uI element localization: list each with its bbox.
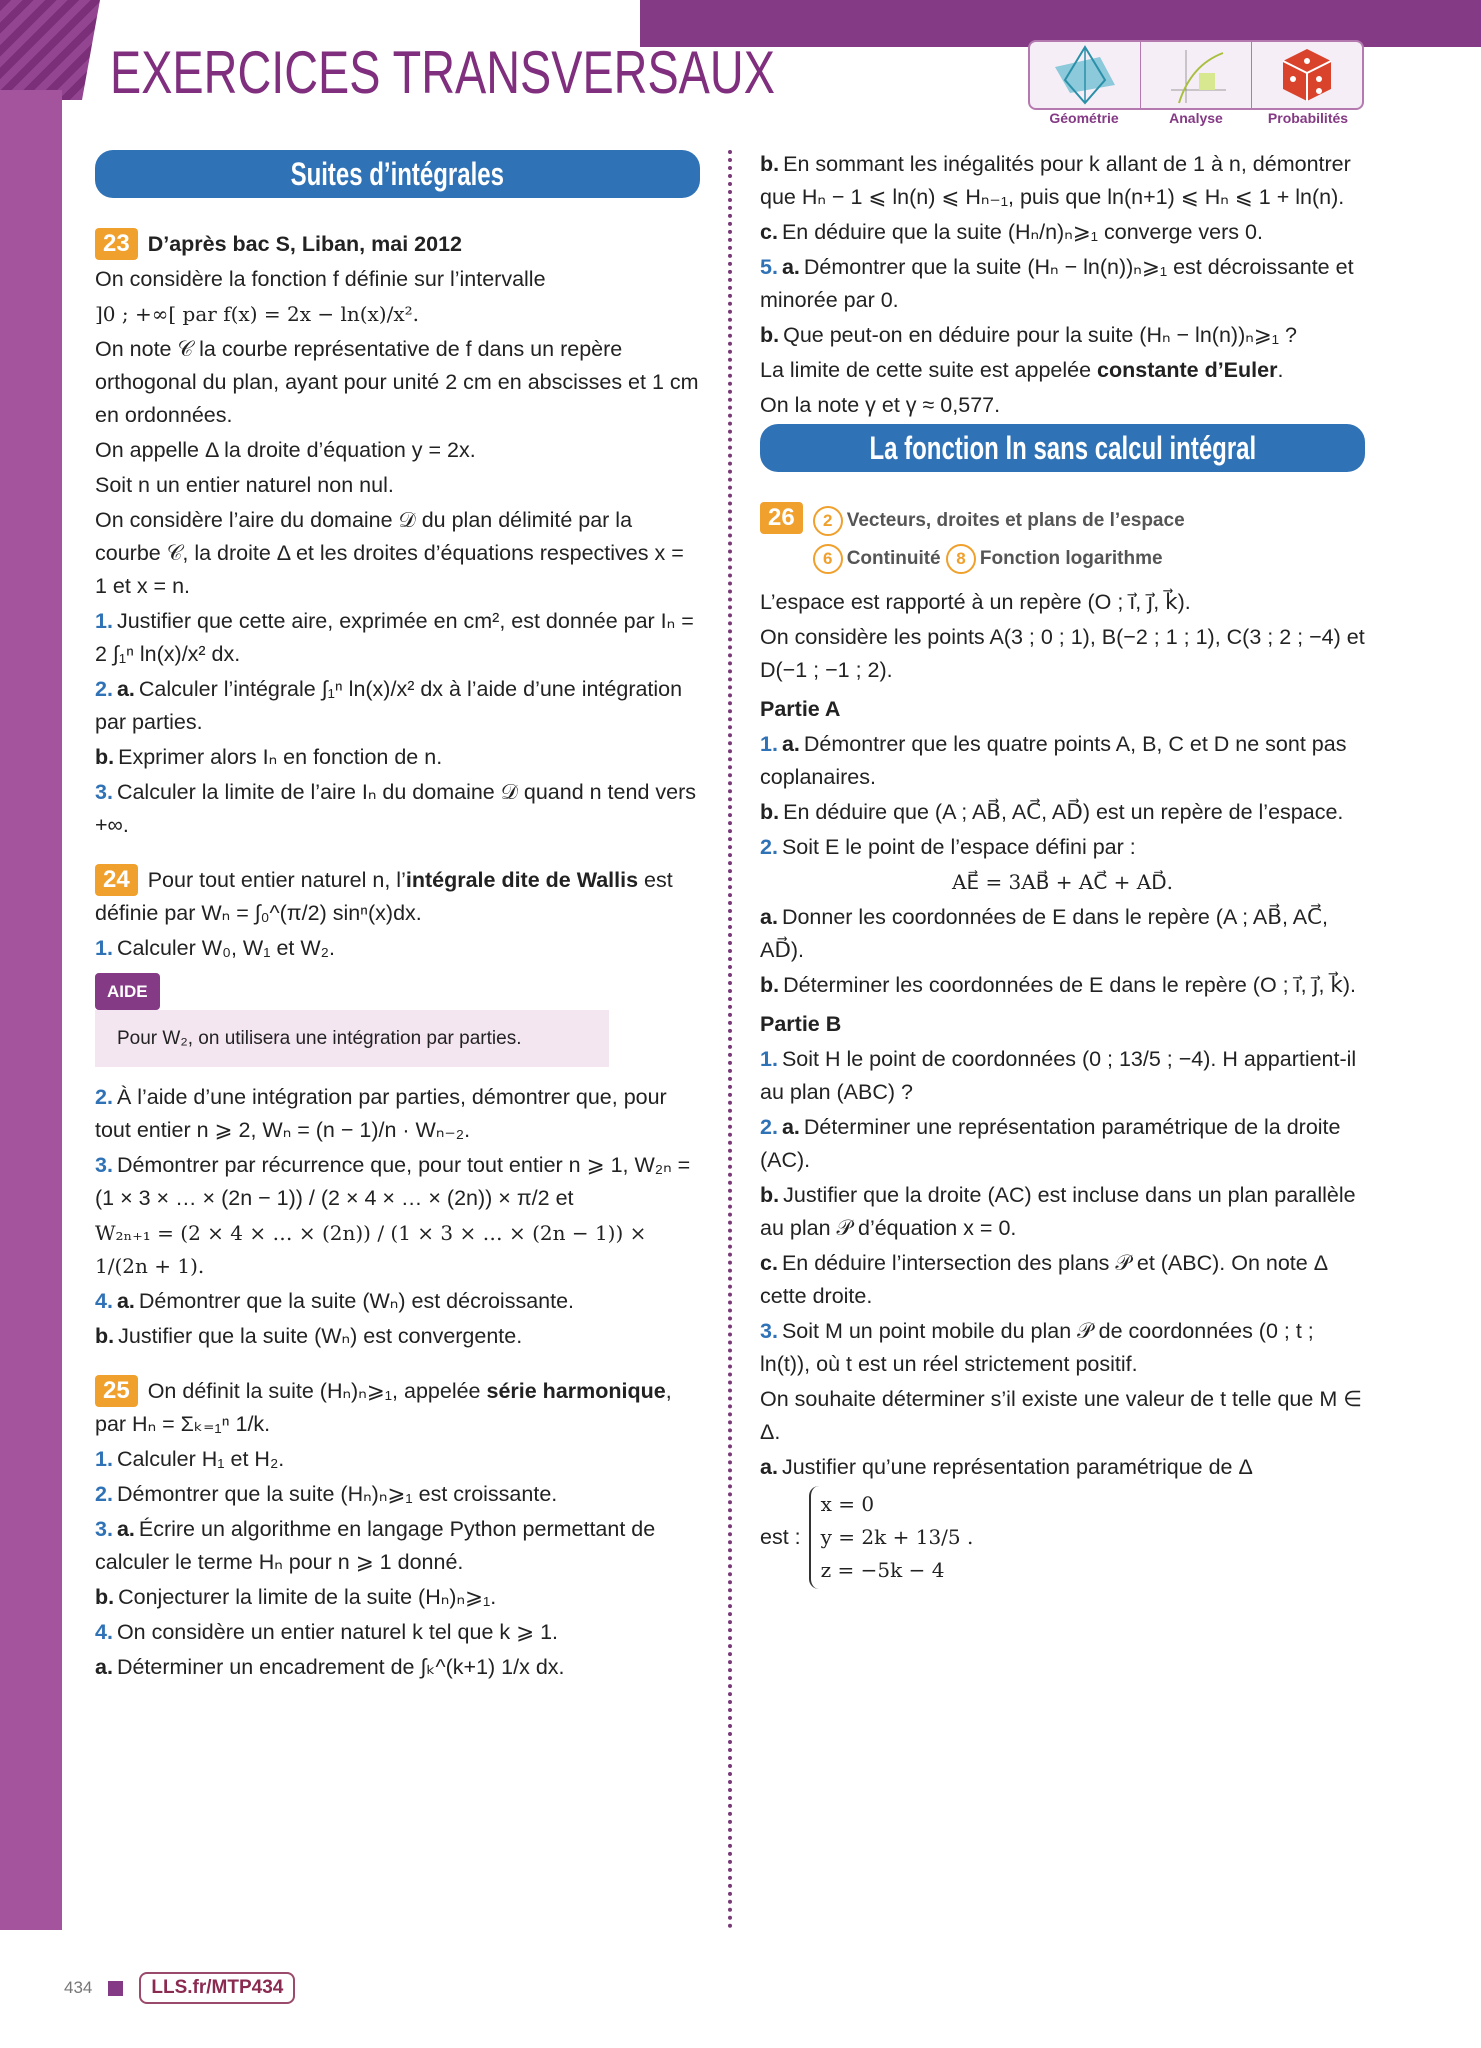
- subquestion-letter: b.: [760, 973, 780, 997]
- subquestion-letter: a.: [116, 677, 135, 701]
- exercise-number: 23: [95, 228, 138, 260]
- question-text: On considère les points A(3 ; 0 ; 1), B(−2 ; 1 ; 1), C(3 ; 2 ; −4) et D(−1 ; −1 ; 2).: [760, 625, 1365, 682]
- theme-label: Analyse: [1169, 110, 1223, 126]
- parametric-system: [760, 1486, 1365, 1589]
- question-number: 3.: [760, 1319, 778, 1343]
- subquestion-letter: a.: [760, 1455, 778, 1479]
- paragraph: [760, 1043, 1365, 1109]
- question-number: 2.: [95, 1085, 113, 1109]
- question-text: Justifier que la droite (AC) est incluse dans un plan parallèle au plan 𝒫 d’équation x = 0.: [760, 1183, 1356, 1240]
- section-title: La fonction ln sans calcul intégral: [869, 430, 1256, 466]
- paragraph: [95, 469, 700, 502]
- question-text: En déduire que la suite (Hₙ/n)ₙ⩾₁ converge vers 0.: [781, 220, 1263, 244]
- chapter-tag-label: Fonction logarithme: [979, 548, 1163, 569]
- question-number: 1.: [95, 1447, 113, 1471]
- corner-pattern: [0, 0, 100, 100]
- question-number: 3.: [95, 780, 113, 804]
- paragraph: [760, 354, 1365, 387]
- paragraph: [95, 776, 700, 842]
- bold-term: série harmonique: [486, 1379, 666, 1403]
- paragraph: [760, 586, 1365, 619]
- paragraph: [760, 1111, 1365, 1177]
- paragraph: [95, 1081, 700, 1147]
- paragraph: [760, 216, 1365, 249]
- question-text: On la note γ et γ ≈ 0,577.: [760, 393, 1001, 417]
- paragraph: [760, 389, 1365, 422]
- chapter-tag-label: Continuité: [846, 548, 941, 569]
- question-text: Déterminer les coordonnées de E dans le repère (O ; i⃗, j⃗, k⃗).: [783, 973, 1357, 997]
- subquestion-letter: a.: [95, 1655, 113, 1679]
- paragraph: [95, 605, 700, 671]
- question-number: 5.: [760, 255, 778, 279]
- paragraph: [95, 333, 700, 432]
- question-number: 1.: [95, 609, 113, 633]
- question-number: 4.: [95, 1289, 113, 1313]
- page-title: EXERCICES TRANSVERSAUX: [110, 39, 775, 106]
- question-number: 2.: [95, 1482, 113, 1506]
- text-run: La limite de cette suite est appelée: [760, 358, 1098, 382]
- question-text: Exprimer alors Iₙ en fonction de n.: [118, 745, 443, 769]
- question-text: On souhaite déterminer s’il existe une valeur de t telle que M ∈ Δ.: [760, 1387, 1362, 1444]
- subquestion-letter: b.: [760, 152, 780, 176]
- subquestion-letter: a.: [781, 1115, 800, 1139]
- paragraph: [95, 1581, 700, 1614]
- paragraph: [760, 796, 1365, 829]
- section-header: [760, 424, 1365, 472]
- question-number: 2.: [760, 1115, 778, 1139]
- question-text: Démontrer que la suite (Hₙ − ln(n))ₙ⩾₁ est décroissante et minorée par 0.: [760, 255, 1354, 312]
- question-number: 1.: [95, 936, 113, 960]
- question-text: Que peut-on en déduire pour la suite (Hₙ − ln(n))ₙ⩾₁ ?: [783, 323, 1297, 347]
- right-column: [760, 148, 1365, 1589]
- subquestion-letter: b.: [760, 1183, 780, 1207]
- bold-term: intégrale dite de Wallis: [405, 868, 639, 892]
- subquestion-letter: a.: [760, 905, 778, 929]
- question-text: Soit H le point de coordonnées (0 ; 13/5 ; −4). H appartient-il au plan (ABC) ?: [760, 1047, 1357, 1104]
- column-divider: [728, 150, 732, 1930]
- exercise-header: [95, 228, 700, 261]
- system-line: x = 0: [820, 1492, 875, 1516]
- paragraph: [95, 1320, 700, 1353]
- question-text: Démontrer que les quatre points A, B, C et D ne sont pas coplanaires.: [760, 732, 1347, 789]
- question-text: Justifier qu’une représentation paramétrique de Δ: [781, 1455, 1253, 1479]
- subquestion-letter: a.: [781, 255, 800, 279]
- chapter-tag-label: Vecteurs, droites et plans de l’espace: [846, 510, 1185, 531]
- paragraph: [760, 1247, 1365, 1313]
- help-block: [95, 967, 700, 1067]
- subquestion-letter: a.: [781, 732, 800, 756]
- question-text: ]0 ; +∞[ par f(x) = 2x − ln(x)/x².: [95, 302, 419, 326]
- chapter-tags: [813, 502, 1185, 578]
- paragraph: [760, 969, 1365, 1002]
- paragraph: [95, 298, 700, 331]
- question-text: On note 𝒞 la courbe représentative de f dans un repère orthogonal du plan, ayant pour unité 2 cm en abscisses et 1 cm en ordonnées.: [95, 337, 699, 427]
- question-number: 3.: [95, 1517, 113, 1541]
- footer: [64, 1972, 295, 2004]
- paragraph: [760, 1383, 1365, 1449]
- paragraph: [760, 251, 1365, 317]
- paragraph: [95, 263, 700, 296]
- left-column: [95, 150, 700, 1686]
- text-run: est définie par Wₙ = ∫₀^(π/2) sinⁿ(x)dx.: [95, 868, 673, 925]
- footer-square: [108, 1981, 123, 1996]
- question-text: En déduire l’intersection des plans 𝒫 et (ABC). On note Δ cette droite.: [760, 1251, 1327, 1308]
- system-lines: [809, 1486, 984, 1589]
- paragraph: [760, 1451, 1365, 1484]
- text-run: .: [1277, 358, 1284, 382]
- question-text: W₂ₙ₊₁ = (2 × 4 × … × (2n)) / (1 × 3 × … × (2n − 1)) × 1/(2n + 1).: [95, 1221, 647, 1278]
- theme-label: Géométrie: [1049, 110, 1119, 126]
- question-number: 4.: [95, 1620, 113, 1644]
- paragraph: [95, 1616, 700, 1649]
- subquestion-letter: a.: [116, 1289, 135, 1313]
- chapter-number-badge: 8: [946, 544, 976, 574]
- paragraph: [95, 1149, 700, 1215]
- question-text: Justifier que la suite (Wₙ) est convergente.: [118, 1324, 523, 1348]
- question-text: Justifier que cette aire, exprimée en cm², est donnée par Iₙ = 2 ∫₁ⁿ ln(x)/x² dx.: [95, 609, 694, 666]
- section-header: [95, 150, 700, 198]
- question-text: On appelle Δ la droite d’équation y = 2x.: [95, 438, 476, 462]
- theme-labels: [1028, 110, 1364, 126]
- question-text: Déterminer un encadrement de ∫ₖ^(k+1) 1/x dx.: [116, 1655, 565, 1679]
- subquestion-letter: b.: [95, 745, 115, 769]
- paragraph: [95, 1651, 700, 1684]
- paragraph: [95, 932, 700, 965]
- question-text: Calculer l’intégrale ∫₁ⁿ ln(x)/x² dx à l’aide d’une intégration par parties.: [95, 677, 683, 734]
- page-number: 434: [64, 1978, 93, 1997]
- question-text: Soit n un entier naturel non nul.: [95, 473, 394, 497]
- text-run: On définit la suite (Hₙ)ₙ⩾₁, appelée: [147, 1379, 487, 1403]
- paragraph: [760, 621, 1365, 687]
- equation: AE⃗ = 3AB⃗ + AC⃗ + AD⃗.: [952, 870, 1173, 894]
- section-title: Suites d’intégrales: [290, 156, 505, 192]
- theme-label: Probabilités: [1267, 110, 1349, 126]
- help-tag: AIDE: [95, 973, 160, 1010]
- part-heading: Partie A: [760, 697, 841, 721]
- curve-graph-icon: [1141, 42, 1252, 108]
- chapter-number-badge: 2: [813, 506, 843, 536]
- subquestion-letter: b.: [95, 1324, 115, 1348]
- question-text: Soit M un point mobile du plan 𝒫 de coordonnées (0 ; t ; ln(t)), où t est un réel strictement positif.: [760, 1319, 1314, 1376]
- paragraph: [760, 1179, 1365, 1245]
- paragraph: [760, 728, 1365, 794]
- bold-term: constante d’Euler: [1097, 358, 1278, 382]
- question-text: Calculer W₀, W₁ et W₂.: [116, 936, 335, 960]
- dice-icon: [1252, 42, 1362, 108]
- question-text: On considère l’aire du domaine 𝒟 du plan délimité par la courbe 𝒞, la droite Δ et les droites d’équations respectives x = 1 et x = n.: [95, 508, 684, 598]
- question-text: En déduire que (A ; AB⃗, AC⃗, AD⃗) est un repère de l’espace.: [783, 800, 1344, 824]
- paragraph: [760, 901, 1365, 967]
- question-text: En sommant les inégalités pour k allant de 1 à n, démontrer que Hₙ − 1 ⩽ ln(n) ⩽ Hₙ₋₁, puis que ln(n+1) ⩽ Hₙ ⩽ 1 + ln(n).: [760, 152, 1351, 209]
- paragraph: [95, 741, 700, 774]
- question-text: Conjecturer la limite de la suite (Hₙ)ₙ⩾₁.: [118, 1585, 497, 1609]
- system-line: z = −5k − 4: [820, 1558, 945, 1582]
- question-text: L’espace est rapporté à un repère (O ; i⃗, j⃗, k⃗).: [760, 590, 1191, 614]
- paragraph: [95, 1285, 700, 1318]
- question-text: Donner les coordonnées de E dans le repère (A ; AB⃗, AC⃗, AD⃗).: [760, 905, 1329, 962]
- paragraph: [95, 504, 700, 603]
- question-text: À l’aide d’une intégration par parties, démontrer que, pour tout entier n ⩾ 2, Wₙ = (n − 1)/n · Wₙ₋₂.: [95, 1085, 667, 1142]
- pyramid-plane-icon: [1030, 42, 1141, 108]
- question-text: On considère un entier naturel k tel que k ⩾ 1.: [116, 1620, 559, 1644]
- exercise-header: [760, 502, 1365, 578]
- exercise-header: [95, 1375, 700, 1441]
- paragraph: [95, 1513, 700, 1579]
- system-line: y = 2k + 13/5 .: [820, 1525, 974, 1549]
- resource-link[interactable]: LLS.fr/MTP434: [139, 1972, 295, 2004]
- paragraph: [95, 1443, 700, 1476]
- text-run: , par Hₙ = Σₖ₌₁ⁿ 1/k.: [95, 1379, 672, 1436]
- themes-box: [1028, 40, 1364, 110]
- question-text: Écrire un algorithme en langage Python permettant de calculer le terme Hₙ pour n ⩾ 1 donné.: [95, 1517, 656, 1574]
- paragraph: [95, 1478, 700, 1511]
- help-text: Pour W₂, on utilisera une intégration par parties.: [95, 1010, 609, 1067]
- question-text: Calculer la limite de l’aire Iₙ du domaine 𝒟 quand n tend vers +∞.: [95, 780, 696, 837]
- exercise-number: 24: [95, 864, 138, 896]
- question-number: 2.: [95, 677, 113, 701]
- subquestion-letter: a.: [116, 1517, 135, 1541]
- paragraph: [760, 1315, 1365, 1381]
- paragraph: [760, 148, 1365, 214]
- system-lead: est :: [760, 1525, 801, 1549]
- subquestion-letter: b.: [760, 800, 780, 824]
- subquestion-letter: c.: [760, 1251, 778, 1275]
- paragraph: [95, 434, 700, 467]
- subquestion-letter: b.: [95, 1585, 115, 1609]
- subquestion-letter: c.: [760, 220, 778, 244]
- exercise-number: 26: [760, 502, 803, 534]
- page-side-band: [0, 90, 62, 1930]
- question-text: Calculer H₁ et H₂.: [116, 1447, 285, 1471]
- subquestion-letter: b.: [760, 323, 780, 347]
- question-text: Démontrer que la suite (Hₙ)ₙ⩾₁ est croissante.: [116, 1482, 558, 1506]
- question-number: 1.: [760, 1047, 778, 1071]
- question-text: Démontrer par récurrence que, pour tout entier n ⩾ 1, W₂ₙ = (1 × 3 × … × (2n − 1)) / (2 × 4 × … × (2n)) × π/2 et: [95, 1153, 691, 1210]
- chapter-number-badge: 6: [813, 544, 843, 574]
- paragraph: [95, 673, 700, 739]
- exercise-title: D’après bac S, Liban, mai 2012: [147, 232, 462, 256]
- paragraph: [95, 1217, 700, 1283]
- question-number: 1.: [760, 732, 778, 756]
- question-text: On considère la fonction f définie sur l’intervalle: [95, 267, 546, 291]
- question-number: 2.: [760, 835, 778, 859]
- exercise-header: [95, 864, 700, 930]
- paragraph: [760, 319, 1365, 352]
- part-heading: Partie B: [760, 1012, 842, 1036]
- text-run: Pour tout entier naturel n, l’: [147, 868, 406, 892]
- exercise-number: 25: [95, 1375, 138, 1407]
- paragraph: [760, 831, 1365, 864]
- question-number: 3.: [95, 1153, 113, 1177]
- question-text: Démontrer que la suite (Wₙ) est décroissante.: [138, 1289, 575, 1313]
- question-text: Soit E le point de l’espace défini par :: [781, 835, 1136, 859]
- question-text: Déterminer une représentation paramétrique de la droite (AC).: [760, 1115, 1341, 1172]
